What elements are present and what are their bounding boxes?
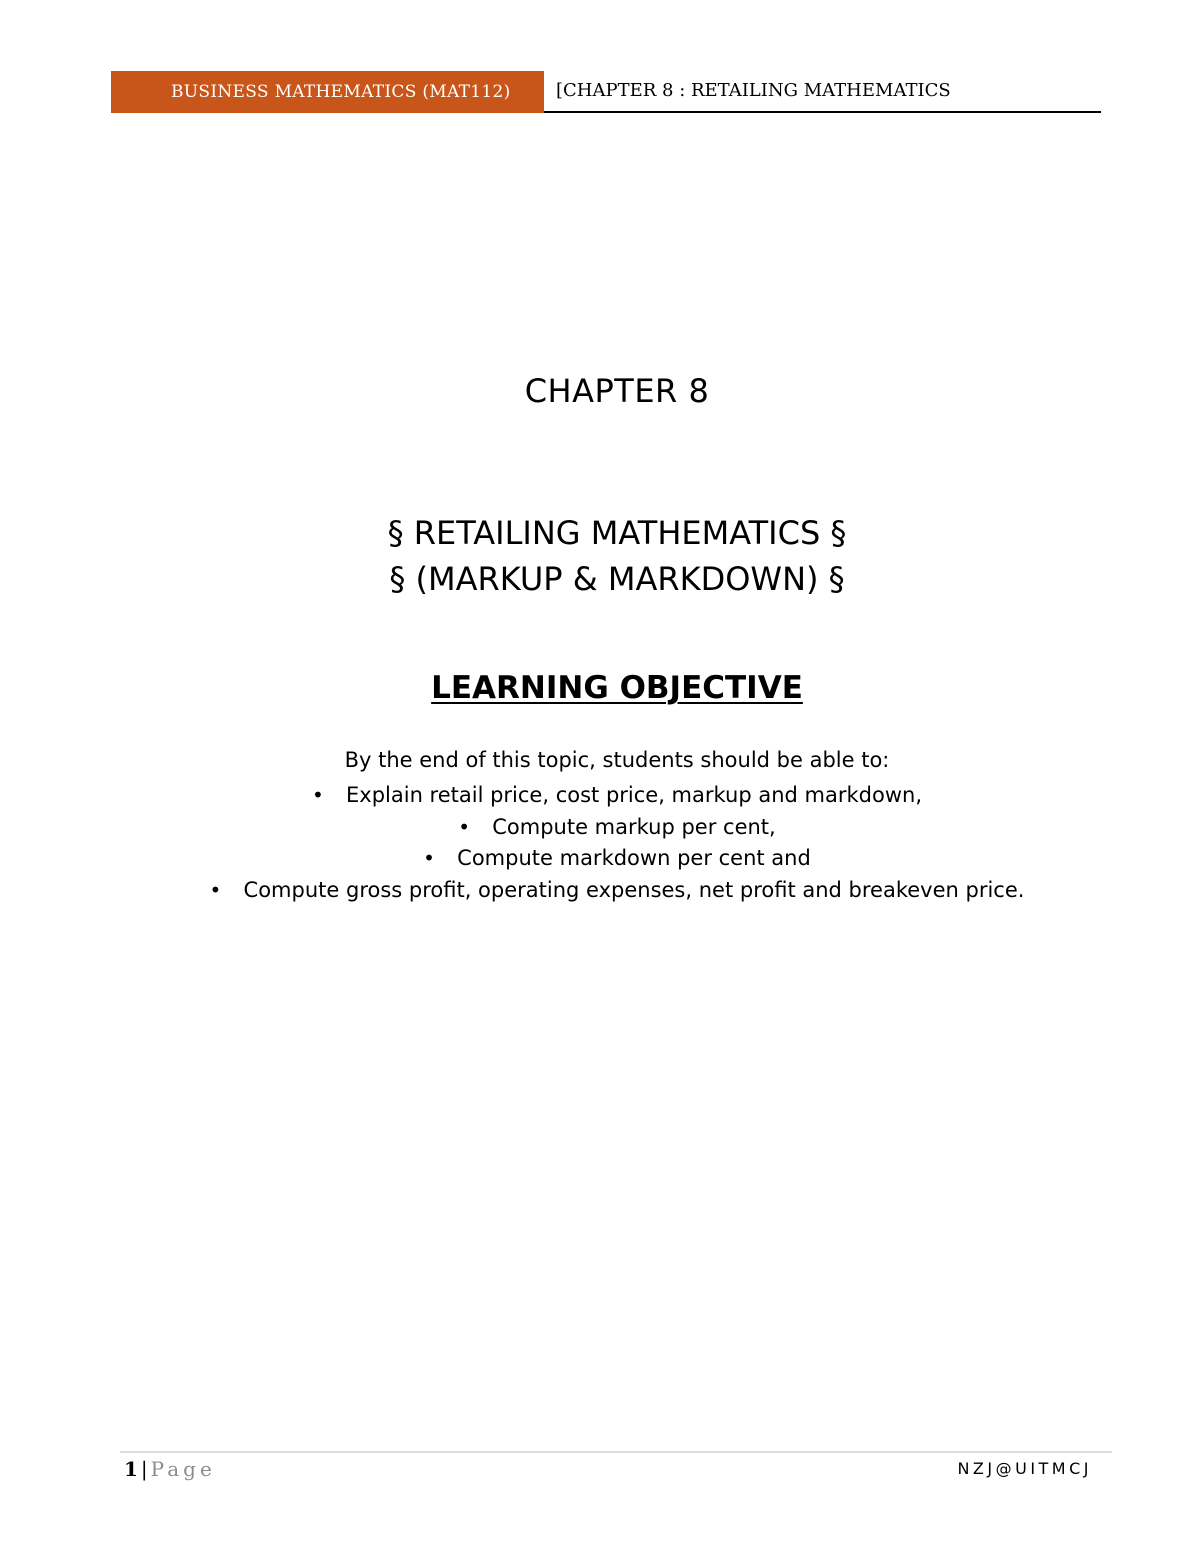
page-word: Page <box>150 1457 216 1481</box>
footer-rule <box>120 1451 1112 1453</box>
list-item <box>0 843 1200 875</box>
footer-author-tag: NZJ@UITMCJ <box>957 1459 1092 1478</box>
objective-item-text: Compute markup per cent, <box>492 814 776 839</box>
bullet-icon: • <box>312 783 324 807</box>
bullet-icon: • <box>423 846 435 870</box>
bullet-icon: • <box>458 814 471 839</box>
objective-item-text: Compute gross profit, operating expenses, net profit and breakeven price. <box>243 877 1025 902</box>
objective-intro: By the end of this topic, students should be able to: <box>344 748 890 772</box>
list-item <box>0 812 1200 844</box>
page-separator: | <box>140 1457 148 1481</box>
header-rule <box>544 111 1101 113</box>
footer-page-label <box>124 1457 216 1481</box>
bullet-icon: • <box>209 877 222 902</box>
header-chapter-title: [CHAPTER 8 : RETAILING MATHEMATICS <box>556 80 951 101</box>
objective-list <box>0 780 1200 906</box>
list-item <box>0 875 1200 907</box>
objective-item-text: Compute markdown per cent and <box>457 846 811 870</box>
header-band <box>111 71 544 113</box>
learning-objective-heading: LEARNING OBJECTIVE <box>431 670 803 706</box>
topic-line: § (MARKUP & MARKDOWN) § <box>389 560 845 598</box>
header-course-title: BUSINESS MATHEMATICS (MAT112) <box>171 82 511 102</box>
topic-line: § RETAILING MATHEMATICS § <box>387 514 847 552</box>
objective-item-text: Explain retail price, cost price, markup and markdown, <box>346 783 922 807</box>
list-item <box>0 780 1200 812</box>
chapter-title: CHAPTER 8 <box>524 372 710 410</box>
page-number: 1 <box>124 1457 138 1481</box>
